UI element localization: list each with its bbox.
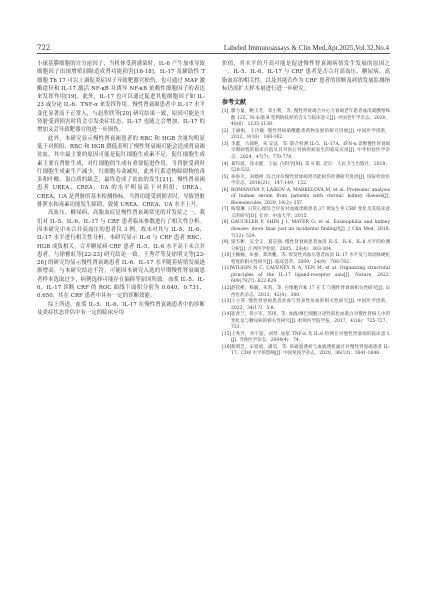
reference-number: [15] [222,331,232,337]
reference-number: [6] [222,187,229,193]
body-paragraph: 价值，其水平的升高可能是促进慢性肾衰竭病情发生发展的原因之一。IL-5、IL-6、IL-17 与 CRF 患者是否合并高血压、糖尿病、高脂血症的相关性，以及其能否作为 CRF 患者的诊断及病情发展监测指标仍需扩大样本量进行进一步研究。 [222,61,390,92]
reference-number: [11] [222,266,232,272]
references-heading: 参考文献 [222,99,247,107]
reference-number: [14] [222,312,232,318]
reference-number: [10] [222,253,232,259]
reference-number: [16] [222,344,232,350]
reference-text: WILSON N C, CAVENEY N A, YEN M, et al. Organizing structural principles of the IL-17 ligand-receptor axis[J]. Nature, 2022, 609(7927): 622-629. [231,266,390,285]
reference-item [222,142,390,162]
reference-number: [7] [222,207,229,213]
reference-text: 王秀芹，李宇超，刘琴. 血浆 TNF-α 及 IL-6 检测在对慢性肾衰竭的临床意义[J]. 齐鲁医学杂志，2004(4)：74. [231,331,390,344]
reference-item [222,129,390,142]
reference-item [222,109,390,129]
reference-item [222,332,390,345]
reference-text: 王丽娟，王玲敏. 慢性肾病硝酸酯类药物发展的研究进展[J]. 中国医学创新，2012，9(10)：160-162. [231,128,390,141]
reference-number: [8] [222,220,229,226]
reference-text: 李鑫，马锦艳，朱 安法，等. 联合检测 IL-5、IL-17A、IFN-α 诊断慢性肾衰竭早期病程的临床价值及其对预后肾病疾病发生的临床应用[J]. 中华检验医学杂志，2024，47(7)：770-778. [231,141,390,161]
reference-item [222,286,390,299]
reference-item [222,240,390,253]
reference-item [222,299,390,312]
page-number: 722 [37,44,51,52]
reference-item [222,345,390,358]
reference-text: 杨瑞琳. 日常心理综合评价对血液诊断患者 27 例发生率 CRP 变化及其临床意义的研究[D]. 长沙：中南大学，2015. [231,207,390,219]
body-paragraph: 高血压、糖尿病、高脂血症是慢性肾衰竭常见的并发症之一，我们对 IL-5、IL-6、IL-17 与 CRF 患者临床参数进行了相关性分析。因本研究中未合并高血压的患者仅 3 例，故未对其与 IL-5、IL-6、IL-17 水平进行相关性分析。本研究显示 IL-6 与 CRF 患者 RBC、HGB 成负相关，合并糖尿病 CRF 患者 IL-5、IL-6 水平高于未合并患者，与徐雅虹等[22-23] 研究结论一致。王秀芹等及徐明文等[23-26] 的研究均显示慢性肾衰竭患者 IL-6、IL-17 水平随着病情发展逐渐增高，与本研究结论不符，可能因本研究入选的早期慢性肾衰竭患者样本选取过少，病例选择可能存在偏倚等原因所致。血浆 IL-5、IL-6、IL-17 诊断 CRF 的 ROC 曲线下面积分别为 0.640、0.731、0.650，其在 CRF 患者中具有一定的诊断效能。 [37,210,205,300]
journal-running-header: Labeled Immunoassays & Clin Med,Apr.2025,Vol.32,No.4 [223,44,389,52]
reference-number: [5] [222,174,229,180]
reference-text: 赵钦彬，杨毓，朱凯，等. 白细胞介素 17 在 T 与慢性肾衰竭相关性研究[J]. 山西医药杂志，2013，42(4)：380. [231,285,390,298]
reference-text: 滕力量，鲍玉芳，邓小利，等. 慢性肾衰竭合并心力衰竭老年患者血清硫酸吲哚酚 125、N-末端 B 型利钠肽原的含义与临床意义[J]. 中国老年学杂志，2020，40(6)：1135-1138. [231,109,390,128]
reference-text: 葛均波，徐永健，王辰. 内科学[M]. 第 9 版. 北京：人民卫生出版社，2018，529-532. [231,161,390,174]
reference-item [222,266,390,286]
reference-number: [3] [222,141,229,147]
reference-item [222,162,390,175]
body-paragraph: 此外，本研究显示慢性肾衰竭患者的 RBC 和 HGB 含量均明显低于对照组，RBC 和 HGB 降低表明了慢性肾衰竭可能会造成肾衰竭贫血，其中最主要的原因可能是促红细胞生成素不足，促红细胞生成素主要在肾脏生成，对红细胞的生成有重要促进作用，当肾脏受到时红细胞生成素生产减少，红细胞寿命减短，此外红系造物障碍物的毒多和叶酸、蛋白质的缺乏，最终造成了贫血的发生[21]。慢性肾衰竭患者 UREA、CREA、UA 的水平明显高于对照组，UREA、CREA、UA 是肾脏的基本检测指标，当肾功能受到损害时，导致肾脏排泄水和毒素功能发生障碍，致使 UREA、CREA、UA 水平上升。 [37,135,205,209]
reference-text: 蔡明芝，宋爱娟，潘昊，等. 高通量透析与血液透析滤过对慢性肾衰竭患者 IL-17、CD8 水平的影响[J]. 中国免疫学杂志，2020，36(13)：1641-1646. [231,344,390,357]
reference-text: GAUCKLER P, SHIN J I, MAYER G, et al. Eosinophilia and kidney disease: more than just an incidental finding?[J]. J Clin Med, 2018, 7(12): 529. [231,220,390,239]
body-paragraph: 小球基膜细胞的自分泌因子，当机体受到感染时，IL-6 产生加重导致细胞因子出现增殖间隔造成肾功能损害[16-18]。IL-17 及辅助性 T 细胞 Th 17 可以上调促炎症因子导致靶器官损伤，也可通过 MAP 激酶途径和 IL-17 激活 NF-κB 并诱导 NF-κB 依赖性细胞因子的表达来发挥作用[19]。此外，IL-17 也可以通过促进其他细胞因子如 IL-23 或分泌 IL-6、TNF-α 来发挥作用。慢性肾衰竭患者中 IL-17 水平变化显著高于正常人，与赵欣欣等[20] 研究结果一致，原因可能是当肾脏受到损害时将会引发炎症状态，IL-17 也随之会增加，IL-17 的增加又会导致靶器官的进一步损伤。 [37,61,205,134]
left-column [37,60,205,317]
reference-item [222,207,390,220]
reference-text: 王楠楠，朱强，郑鸿鹏，等. 原发性高血压患者血清 IL-17 水平及与颈动脉硬化程度的相关性研究[J]. 临床荟萃，2009，24(9)：780-782. [231,253,390,265]
reference-item [222,220,390,240]
reference-item [222,253,390,266]
reference-number: [12] [222,285,232,291]
reference-list [222,109,390,358]
body-paragraph: 综上所述，血浆 IL-5、IL-6、IL-17 在慢性肾衰竭患者中的诊断及炎症状态评估中有一定的临床应用 [37,301,205,316]
reference-number: [2] [222,128,229,134]
reference-number: [13] [222,299,232,305]
right-column [222,60,390,358]
reference-text: 梁杰彬，吴全义，夏东强. 慢性肾衰竭患者血清 IL-5、IL-6、IL-8 水平的检测分析[J]. 江西医学检验，2005，23(4)：303-304. [231,240,390,252]
reference-number: [4] [222,161,229,167]
reference-text: 孙鲁川，刘德律. 综合评价慢性肾衰竭肾功能损伤检测研究进展[J]. 国际检验医学杂志，2016(21)，147-149，152. [231,174,390,187]
header-rule [37,53,390,54]
reference-item [222,312,390,332]
reference-text: 崔春兰，蒋小军，苏扬，等. 血液/淋巴细胞分泌性转化血肌白对慢性肾病人中的变化及与糖尿病的相关性研究[J]. 蚌埠医学院学报，2017，42(6)：725-727，731. [231,312,390,331]
reference-item [222,175,390,188]
reference-number: [1] [222,109,229,115]
reference-text: 王小英. 慢性肾衰竭患者贫血与营养性贫血的相关性研究[J]. 中国医学创新，2022，34(17)：5-8. [231,299,390,311]
reference-item [222,188,390,208]
reference-text: ROMANOVA Y, LAIKOV A, MARKELOVA M, et al. Proteomic analysis of human serum from patients with chronic kidney disease[J]. Biomolecules, 2020, 10(2): 257. [231,187,390,206]
reference-number: [9] [222,240,229,246]
